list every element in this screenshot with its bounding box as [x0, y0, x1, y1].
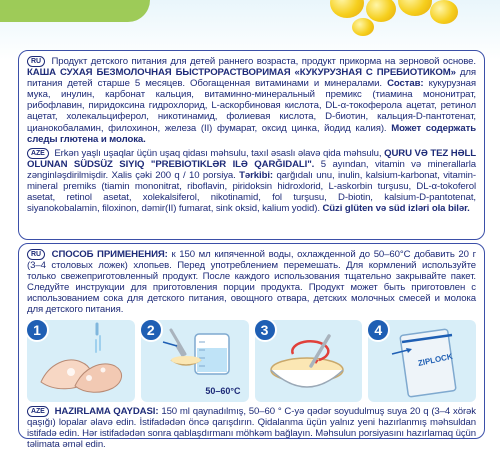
product-name-ru: КАША СУХАЯ БЕЗМОЛОЧНАЯ БЫСТРОРАСТВОРИМАЯ «КУКУРУЗНАЯ С ПРЕБИОТИКОМ»: [27, 67, 456, 79]
preparation-label-ru: СПОСОБ ПРИМЕНЕНИЯ:: [51, 249, 168, 260]
step-2-add-water: [141, 320, 249, 402]
allergen-warning-az: Cüzi glüten və süd izləri ola bilər.: [322, 203, 470, 215]
language-badge-az: AZE: [27, 148, 49, 159]
composition-label-ru: Состав:: [387, 78, 424, 90]
step-number: 1: [27, 320, 49, 342]
composition-label-az: Tərkibi:: [239, 169, 274, 181]
allergen-warning-ru: Может содержать следы глютена и молока.: [27, 122, 476, 145]
composition-ru: RU Продукт детского питания для детей раннего возраста, продукт прикорма на зерновой основе. КАША СУХАЯ БЕЗМОЛОЧНАЯ БЫСТРОРАСТВОРИМАЯ «КУКУРУЗНАЯ С ПРЕБИОТИКОМ» для питания детей старше 5 месяцев. Обогащенная витаминами и минералами. Состав: кукурузная мука, инулин, карбонат кальция, витаминно-минеральный премикс (тиамина мононитрат, рибофлавин, пиридоксина гидрохлорид, L-аскорбиновая кислота, DL-α-токоферола ацетат, ретинол ацетат, холекальциферол, никотинамид, фолиевая кислота, D-биотин, кальция-D-пантотенат, цианокобаламин, филохинон, железа (II) фумарат, оксид цинка, йодид калия). Может содержать следы глютена и молока.: [27, 56, 476, 145]
corn-kernel-icon: [430, 0, 458, 24]
preparation-ru: [27, 249, 476, 316]
step-1-wash-hands: [27, 320, 135, 402]
corn-kernel-icon: [366, 0, 396, 22]
water-temperature-label: 50–60°C: [205, 385, 241, 396]
preparation-steps: [27, 320, 476, 402]
step-number: 2: [141, 320, 163, 342]
composition-panel: [18, 50, 485, 240]
language-badge-ru: RU: [27, 56, 45, 67]
language-badge-az: AZE: [27, 406, 49, 417]
preparation-label-az: HAZIRLAMA QAYDASI:: [54, 405, 159, 417]
step-number: 4: [368, 320, 390, 342]
corn-kernel-icon: [398, 0, 432, 16]
green-leaf-decoration: [0, 0, 150, 22]
corn-kernel-icon: [352, 18, 374, 36]
corn-kernel-icon: [330, 0, 364, 18]
preparation-panel: [18, 243, 485, 450]
preparation-text-az: 150 ml qaynadılmış, 50–60 ° C-yə qədər soyudulmuş suya 20 q (3–4 xörək qaşığı) lopalar əlavə edin. İstifadədən öncə qarışdırın. Qidalanma üçün yalnız yeni hazırlanmış məhsuldan istifadə edin. Hər istifadədən sonra qablaşdırmanı möhkəm bağlayın. Məhsulun porsiyasını hazırlamaq üçün təlimata əməl edin.: [27, 405, 476, 450]
ziplock-label: ZIPLOCK: [417, 351, 454, 368]
step-4-close-package: [368, 320, 476, 402]
preparation-text-ru: к 150 мл кипяченной воды, охлажденной до 50–60°С добавить 20 г (3–4 столовых ложек) хлопьев. Перед употреблением перемешать. Для кормлений используйте только свежеприготовленный продукт. После каждого использования тщательно закрывайте пакет. Следуйте инструкции для приготовления порции продукта. Продукт может быть приготовлен с использованием сока для детского питания, овощного отвара, детских молочных смесей и молока для детского питания.: [27, 249, 476, 316]
step-3-stir: [255, 320, 363, 402]
preparation-az: [27, 406, 476, 450]
product-name-az: QURU VƏ TEZ HƏLL OLUNAN SÜDSÜZ SIYIQ "PREBIOTIKLƏR ILƏ QARĞIDALI".: [27, 147, 476, 170]
composition-az: AZE Erkən yaşlı uşaqlar üçün uşaq qidası məhsulu, taxıl əsaslı əlavə qida məhsulu, QURU VƏ TEZ HƏLL OLUNAN SÜDSÜZ SIYIQ "PREBIOTIKLƏR ILƏ QARĞIDALI". 5 ayından, vitamin və minerallarla zənginləşdirilmişdir. Xalis çəki 200 q / 10 porsiya. Tərkibi: qarğıdalı unu, inulin, kalsium-karbonat, vitamin-mineral premiks (tiamin mononitrat, riboflavin, piridoksin hidroxlorid, L-askorbin turşusu, DL-α-tokoferol asetat, retinol asetat, xolekalsiferol, nikotinamid, fol turşusu, D-biotin, kalsium-D-pantotenat, siyanokobalamin, filoxinon, dəmir(II) fumarat, sink oksid, kalium yodid). Cüzi glüten və süd izləri ola bilər.: [27, 147, 476, 215]
step-number: 3: [255, 320, 277, 342]
language-badge-ru: RU: [27, 249, 45, 260]
ingredients-ru: кукурузная мука, инулин, карбонат кальция, витаминно-минеральный премикс (тиамина мононитрат, рибофлавин, пиридоксина гидрохлорид, L-аскорбиновая кислота, DL-α-токоферола ацетат, ретинол ацетат, холекальциферол, никотинамид, фолиевая кислота, D-биотин, кальция-D-пантотенат, цианокобаламин, филохинон, железа (II) фумарат, оксид цинка, йодид калия).: [27, 78, 476, 134]
ingredients-az: qarğıdalı unu, inulin, kalsium-karbonat, vitamin-mineral premiks (tiamin mononitrat, riboflavin, piridoksin hidroxlorid, L-askorbin turşusu, DL-α-tokoferol asetat, retinol asetat, xolekalsiferol, nikotinamid, fol turşusu, D-biotin, kalsium-D-pantotenat, siyanokobalamin, filoxinon, dəmir(II) fumarat, sink oksid, kalium yodid).: [27, 169, 476, 215]
